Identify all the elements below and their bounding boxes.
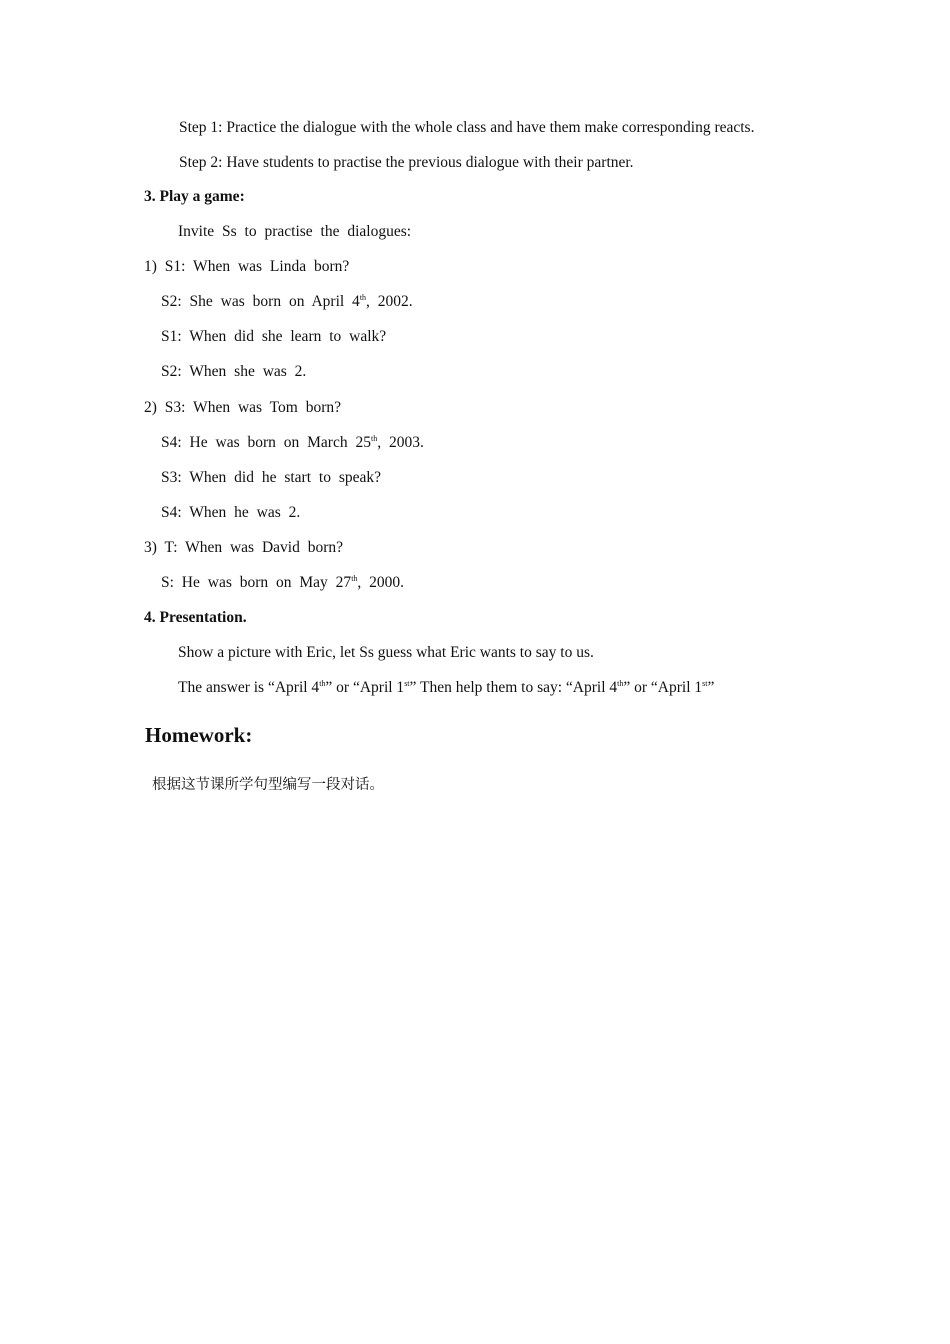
homework-body: 根据这节课所学句型编写一段对话。 [152, 777, 384, 793]
section-3-heading: 3. Play a game: [144, 188, 245, 205]
dialogue-1-line-3: S1: When did she learn to walk? [161, 328, 387, 345]
dialogue-1-line-4: S2: When she was 2. [161, 363, 307, 380]
step-2-text: Step 2: Have students to practise the previous dialogue with their partner. [179, 154, 634, 171]
dialogue-1-line-2: S2: She was born on April 4th, 2002. [161, 293, 413, 310]
dialogue-2-line-1: 2) S3: When was Tom born? [144, 399, 342, 416]
section-4-line-1: Show a picture with Eric, let Ss guess what Eric wants to say to us. [178, 644, 594, 661]
dialogue-2-line-2: S4: He was born on March 25th, 2003. [161, 434, 424, 451]
homework-heading: Homework: [145, 723, 253, 747]
section-4-line-2: The answer is “April 4th” or “April 1st” Then help them to say: “April 4th” or “April 1st” [178, 679, 715, 696]
dialogue-3-line-2: S: He was born on May 27th, 2000. [161, 574, 405, 591]
dialogue-1-line-1: 1) S1: When was Linda born? [144, 258, 350, 275]
section-3-intro: Invite Ss to practise the dialogues: [178, 223, 412, 240]
dialogue-3-line-1: 3) T: When was David born? [144, 539, 344, 556]
dialogue-2-line-4: S4: When he was 2. [161, 504, 301, 521]
step-1-text: Step 1: Practice the dialogue with the whole class and have them make corresponding reacts. [179, 119, 755, 136]
section-4-heading: 4. Presentation. [144, 609, 247, 626]
dialogue-2-line-3: S3: When did he start to speak? [161, 469, 382, 486]
